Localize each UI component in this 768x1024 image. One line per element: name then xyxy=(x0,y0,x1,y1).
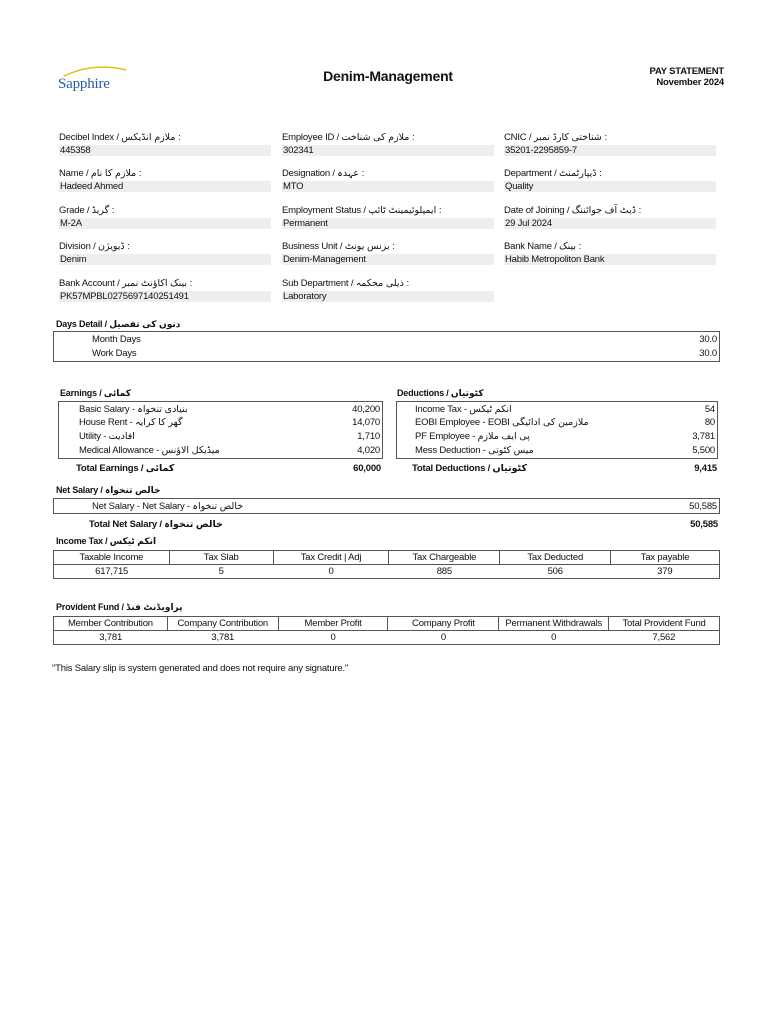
field-decibel-index: Decibel Index / ملازم انڈیکس : 445358 xyxy=(59,131,271,156)
table-cell: 506 xyxy=(500,565,611,579)
pay-statement-header xyxy=(650,66,724,88)
work-days-label: Work Days xyxy=(92,348,137,359)
table-header: Member Contribution xyxy=(54,617,168,631)
earnings-row-value: 4,020 xyxy=(357,445,380,456)
total-net-salary-value: 50,585 xyxy=(690,519,718,530)
month-days-value: 30.0 xyxy=(699,334,717,345)
table-cell: 3,781 xyxy=(54,631,168,645)
table-header: Total Provident Fund xyxy=(609,617,720,631)
total-deductions-label: Total Deductions / کٹوتیاں xyxy=(412,463,527,474)
field-employee-id: Employee ID / ملازم کی شناخت : 302341 xyxy=(282,131,494,156)
earnings-row-value: 14,070 xyxy=(352,417,380,428)
earnings-title: Earnings / کمائی xyxy=(60,388,131,398)
field-name: Name / ملازم کا نام : Hadeed Ahmed xyxy=(59,167,271,192)
field-sub-department: Sub Department / ذیلی محکمہ : Laboratory xyxy=(282,277,494,302)
income-tax-title: Income Tax / انکم ٹیکس xyxy=(56,536,157,546)
field-date-of-joining: Date of Joining / ڈیٹ آف جوائننگ : 29 Jul 2024 xyxy=(504,204,716,229)
earnings-row-label: Utility - افادیت xyxy=(79,431,135,442)
provident-fund-header-row xyxy=(54,617,720,631)
earnings-row-label: Medical Allowance - میڈیکل الاؤنس xyxy=(79,445,220,456)
earnings-row-label: Basic Salary - بنیادی تنخواہ xyxy=(79,404,188,415)
table-cell: 0 xyxy=(278,631,388,645)
table-cell: 0 xyxy=(388,631,499,645)
table-row xyxy=(54,631,720,645)
field-bank-name: Bank Name / بینک : Habib Metropoliton Bank xyxy=(504,240,716,265)
field-employment-status: Employment Status / ایمپلوئیمینٹ ٹائپ : Permanent xyxy=(282,204,494,229)
deductions-row-label: EOBI Employee - EOBI ملازمین کی ادائیگی xyxy=(415,417,589,428)
table-header: Tax payable xyxy=(611,551,720,565)
net-salary-title: Net Salary / خالص تنخواہ xyxy=(56,485,161,495)
field-division: Division / ڈیویژن : Denim xyxy=(59,240,271,265)
table-cell: 3,781 xyxy=(167,631,278,645)
work-days-value: 30.0 xyxy=(699,348,717,359)
earnings-row-label: House Rent - گھر کا کرایہ xyxy=(79,417,183,428)
table-header: Taxable Income xyxy=(54,551,170,565)
days-detail-title: Days Detail / دنوں کی تفصیل xyxy=(56,319,181,329)
deductions-row-label: PF Employee - پی ایف ملازم xyxy=(415,431,530,442)
earnings-row-value: 1,710 xyxy=(357,431,380,442)
income-tax-table xyxy=(53,550,720,579)
field-bank-account: Bank Account / بینک اکاؤنٹ نمبر : PK57MPBL0275697140251491 xyxy=(59,277,271,302)
provident-fund-title: Provident Fund / پراویڈنٹ فنڈ xyxy=(56,602,183,612)
provident-fund-table xyxy=(53,616,720,645)
table-header: Tax Deducted xyxy=(500,551,611,565)
statement-title: PAY STATEMENT xyxy=(649,66,724,77)
table-row xyxy=(54,565,720,579)
table-header: Company Profit xyxy=(388,617,499,631)
field-business-unit: Business Unit / بزنس یونٹ : Denim-Management xyxy=(282,240,494,265)
income-tax-header-row xyxy=(54,551,720,565)
table-cell: 617,715 xyxy=(54,565,170,579)
total-earnings-label: Total Earnings / کمائی xyxy=(76,463,175,474)
company-title: Denim-Management xyxy=(323,68,453,84)
deductions-row-label: Mess Deduction - میس کٹوتی xyxy=(415,445,534,456)
table-cell: 0 xyxy=(273,565,389,579)
table-cell: 379 xyxy=(611,565,720,579)
table-header: Company Contribution xyxy=(167,617,278,631)
table-cell: 5 xyxy=(169,565,273,579)
total-deductions-value: 9,415 xyxy=(694,463,717,474)
field-department: Department / ڈیپارٹمنٹ : Quality xyxy=(504,167,716,192)
table-header: Member Profit xyxy=(278,617,388,631)
svg-text:Sapphire: Sapphire xyxy=(58,76,110,92)
deductions-row-label: Income Tax - انکم ٹیکس xyxy=(415,404,512,415)
footer-note: "This Salary slip is system generated and does not require any signature." xyxy=(52,663,349,674)
net-salary-row-label: Net Salary - Net Salary - خالص تنخواہ xyxy=(92,501,244,512)
deductions-row-value: 54 xyxy=(704,404,715,415)
field-cnic: CNIC / شناختی کارڈ نمبر : 35201-2295859-7 xyxy=(504,131,716,156)
total-net-salary-label: Total Net Salary / خالص تنخواہ xyxy=(89,519,223,530)
table-cell: 0 xyxy=(499,631,609,645)
field-grade: Grade / گریڈ : M-2A xyxy=(59,204,271,229)
table-header: Tax Chargeable xyxy=(389,551,500,565)
total-earnings-value: 60,000 xyxy=(353,463,381,474)
earnings-row-value: 40,200 xyxy=(352,404,380,415)
month-days-label: Month Days xyxy=(92,334,141,345)
statement-period: November 2024 xyxy=(656,77,724,88)
table-header: Tax Slab xyxy=(169,551,273,565)
deductions-row-value: 80 xyxy=(704,417,715,428)
table-cell: 885 xyxy=(389,565,500,579)
deductions-row-value: 5,500 xyxy=(692,445,715,456)
deductions-title: Deductions / کٹوتیاں xyxy=(397,388,484,398)
table-cell: 7,562 xyxy=(609,631,720,645)
table-header: Permanent Withdrawals xyxy=(499,617,609,631)
deductions-row-value: 3,781 xyxy=(692,431,715,442)
field-designation: Designation / عہدہ : MTO xyxy=(282,167,494,192)
table-header: Tax Credit | Adj xyxy=(273,551,389,565)
net-salary-row-value: 50,585 xyxy=(689,501,717,512)
